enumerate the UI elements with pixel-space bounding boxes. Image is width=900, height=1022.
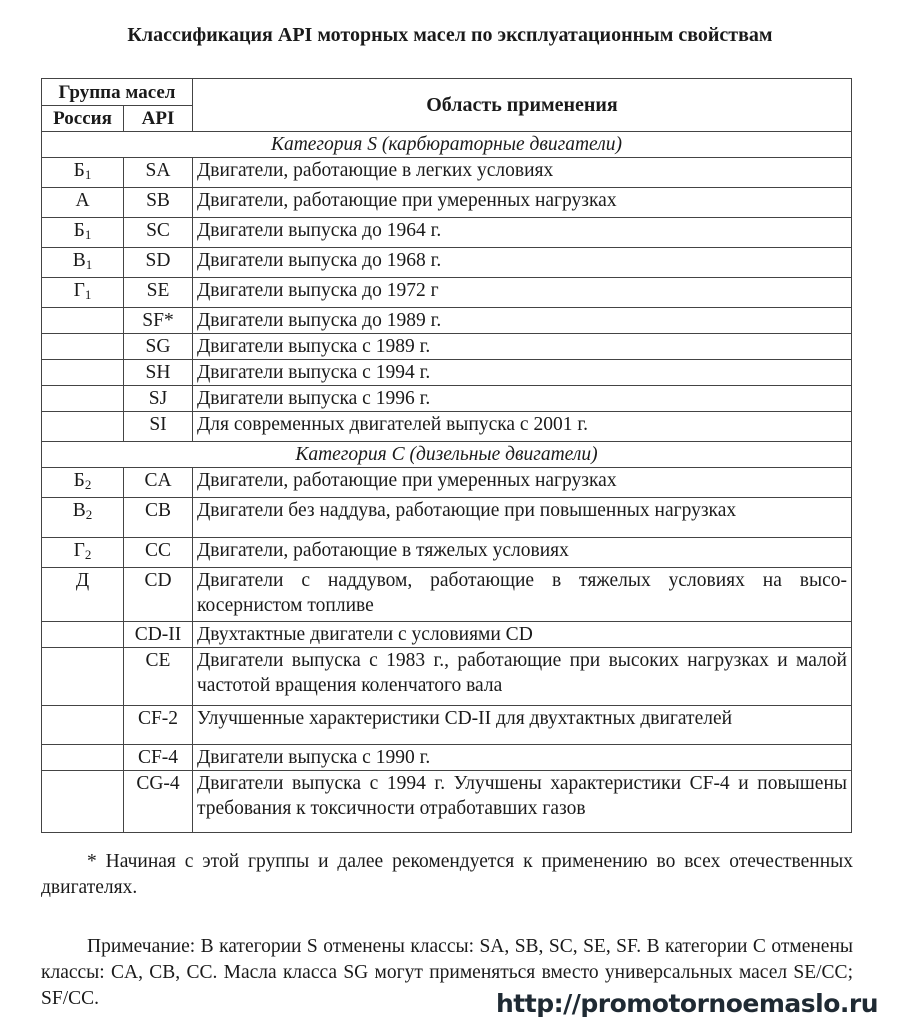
description-cell: Двигатели выпуска до 1972 г bbox=[193, 278, 852, 308]
api-cell: SJ bbox=[124, 386, 193, 412]
category-s-label: Категория S (карбюраторные двигатели) bbox=[42, 132, 852, 158]
api-cell: SG bbox=[124, 334, 193, 360]
russia-cell: $Г_1$ bbox=[42, 278, 124, 308]
russia-cell bbox=[42, 706, 124, 745]
description-cell: Двигатели выпуска с 1989 г. bbox=[193, 334, 852, 360]
russia-cell: Д bbox=[42, 568, 124, 622]
russia-cell: $Г_2$ bbox=[42, 538, 124, 568]
header-oil-group: Группа масел bbox=[42, 79, 193, 106]
api-cell: SA bbox=[124, 158, 193, 188]
api-cell: SH bbox=[124, 360, 193, 386]
russia-cell bbox=[42, 360, 124, 386]
russia-cell bbox=[42, 412, 124, 442]
table-row bbox=[42, 412, 852, 442]
table-row bbox=[42, 771, 852, 833]
table-row bbox=[42, 360, 852, 386]
description-cell: Двигатели, работающие при умеренных нагрузках bbox=[193, 468, 852, 498]
api-cell: CE bbox=[124, 648, 193, 706]
table-row bbox=[42, 218, 852, 248]
description-cell: Двигатели выпуска с 1994 г. Улучшены характеристики CF-4 и повышены требования к токсичности отработавших газов bbox=[193, 771, 852, 833]
table-row bbox=[42, 188, 852, 218]
description-cell: Двигатели выпуска до 1968 г. bbox=[193, 248, 852, 278]
table-row bbox=[42, 568, 852, 622]
description-cell: Двигатели выпуска с 1990 г. bbox=[193, 745, 852, 771]
api-cell: CD-II bbox=[124, 622, 193, 648]
table-row bbox=[42, 278, 852, 308]
api-cell: CA bbox=[124, 468, 193, 498]
note-paragraph: Примечание: В категории S отменены классы: SA, SB, SC, SE, SF. В категории С отменены классы: CA, CB, CC. Масла класса SG могут применяться вместо универсальных масел SE/CC; SF/CC. bbox=[41, 936, 853, 1009]
description-cell: Улучшенные характеристики CD-II для двухтактных двигателей bbox=[193, 706, 852, 745]
category-c-label: Категория С (дизельные двигатели) bbox=[42, 442, 852, 468]
api-cell: SC bbox=[124, 218, 193, 248]
document-title: Классификация API моторных масел по эксплуатационным свойствам bbox=[127, 24, 773, 46]
russia-cell bbox=[42, 648, 124, 706]
table-row bbox=[42, 334, 852, 360]
description-cell: Двухтактные двигатели с условиями CD bbox=[193, 622, 852, 648]
russia-cell bbox=[42, 386, 124, 412]
api-cell: CG-4 bbox=[124, 771, 193, 833]
table-row bbox=[42, 158, 852, 188]
description-cell: Двигатели с наддувом, работающие в тяжелых условиях на высо-косернистом топливе bbox=[193, 568, 852, 622]
header-api: API bbox=[124, 106, 193, 132]
description-cell: Двигатели выпуска до 1964 г. bbox=[193, 218, 852, 248]
table-row bbox=[42, 706, 852, 745]
russia-cell: $В_1$ bbox=[42, 248, 124, 278]
table-row bbox=[42, 468, 852, 498]
russia-cell bbox=[42, 334, 124, 360]
api-classification-table bbox=[41, 78, 852, 833]
table-row bbox=[42, 648, 852, 706]
table-row bbox=[42, 745, 852, 771]
russia-cell bbox=[42, 308, 124, 334]
russia-cell: $Б_1$ bbox=[42, 218, 124, 248]
russia-cell: $Б_2$ bbox=[42, 468, 124, 498]
api-cell: CF-4 bbox=[124, 745, 193, 771]
api-cell: SB bbox=[124, 188, 193, 218]
russia-cell bbox=[42, 745, 124, 771]
header-russia: Россия bbox=[42, 106, 124, 132]
api-cell: CC bbox=[124, 538, 193, 568]
table-row bbox=[42, 622, 852, 648]
description-cell: Двигатели выпуска с 1996 г. bbox=[193, 386, 852, 412]
api-cell: SI bbox=[124, 412, 193, 442]
russia-cell bbox=[42, 622, 124, 648]
api-cell: CD bbox=[124, 568, 193, 622]
header-application-area: Область применения bbox=[193, 79, 852, 132]
description-cell: Двигатели, работающие при умеренных нагрузках bbox=[193, 188, 852, 218]
table-row bbox=[42, 386, 852, 412]
description-cell: Двигатели, работающие в легких условиях bbox=[193, 158, 852, 188]
api-cell: SE bbox=[124, 278, 193, 308]
description-cell: Двигатели выпуска с 1983 г., работающие при высоких нагрузках и малой частотой вращения коленчатого вала bbox=[193, 648, 852, 706]
russia-cell: $Б_1$ bbox=[42, 158, 124, 188]
description-cell: Двигатели без наддува, работающие при повышенных нагрузках bbox=[193, 498, 852, 538]
description-cell: Двигатели, работающие в тяжелых условиях bbox=[193, 538, 852, 568]
description-cell: Двигатели выпуска до 1989 г. bbox=[193, 308, 852, 334]
footnote: * Начиная с этой группы и далее рекомендуется к применению во всех отечественных двигателях. bbox=[41, 851, 853, 898]
table-row bbox=[42, 248, 852, 278]
russia-cell bbox=[42, 771, 124, 833]
description-cell: Для современных двигателей выпуска с 2001 г. bbox=[193, 412, 852, 442]
api-cell: CB bbox=[124, 498, 193, 538]
api-cell: CF-2 bbox=[124, 706, 193, 745]
api-cell: SD bbox=[124, 248, 193, 278]
watermark-url: http://promotornoemaslo.ru bbox=[496, 989, 879, 1018]
description-cell: Двигатели выпуска с 1994 г. bbox=[193, 360, 852, 386]
table-row bbox=[42, 498, 852, 538]
table-row bbox=[42, 538, 852, 568]
table-row bbox=[42, 308, 852, 334]
russia-cell: $В_2$ bbox=[42, 498, 124, 538]
api-cell: SF* bbox=[124, 308, 193, 334]
russia-cell: А bbox=[42, 188, 124, 218]
